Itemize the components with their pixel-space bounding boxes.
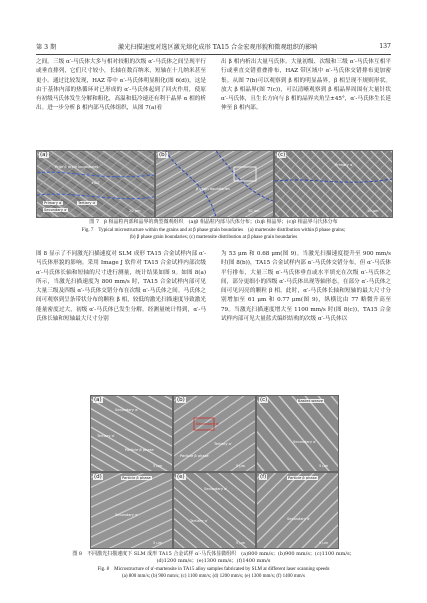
annotation: Secondary α′ [293,440,317,444]
body-text-top-right [221,58,391,114]
micrograph-panel [173,472,256,549]
annotation: Secondary α′ [196,422,220,426]
figure-7-caption-cn: 图 7 β 相晶粒内部和晶界的典型微观组织 (a)β 相晶粒内部马氏体分布；(b)β 相晶界；(c)β 相晶界马氏体分布 [89,219,338,225]
panel-label: (d) [94,474,102,480]
micrograph-image [275,151,392,217]
journal-running-title: 激光扫描速度对选区激光熔化成形 TA15 合金宏观形貌和微观组织的影响 [117,43,318,51]
figure-8-caption-en: Fig. 8 Microstructure of α′-martensite in TA15 alloy samples fabricated by SLM at different laser scanning speeds [97,567,330,572]
micrograph-image [174,473,255,548]
annotation: Tertiary α′ [78,201,96,205]
figure-7-caption-en: Fig. 7 Typical microstructure within the grains and at β phase grain boundaries (a) martensite distribution within β phase grains; [81,228,346,233]
micrograph-panel [90,472,173,549]
scale-bar-label: 5 μm [236,464,246,468]
scale-bar-label: 5 μm [153,541,163,545]
annotation: Particle β phase [288,476,317,480]
micrograph-image [257,396,338,471]
paragraph: 出 β 相内析出大量马氏体。大量初级、次级和三级 α′-马氏体互相平行或垂直交错重叠排布，HAZ 带区域中 α′-马氏体交错排布更加密集。从图 7(b)可以观察到 β 相的明显晶界，β 相呈现不规则形状。放大 β 相晶界(图 7(c))，可以清晰观察到 β 相晶界周围有大量针状 α′-马氏体，且生长方向与 β 相的晶界夹角呈±45°，α′-马氏体生长延伸至 β 相内部。 [221,59,391,112]
scale-bar-label: 5 μm [319,541,329,545]
annotation: Particle β phase [180,454,209,458]
panel-label: (e) [177,474,185,480]
figure-7-caption-en: (b) β phase grain boundaries; (c) martensite distribution at β phase grain boundaries [129,235,298,240]
annotation: Secondary α′ [204,487,228,491]
micrograph-panel [90,395,173,472]
annotation: Secondary α′ [44,208,68,212]
figure-8-caption-en: (a) 800 mm/s; (b) 900 mm/s; (c) 1100 mm/s; (d) 1200 mm/s; (e) 1300 mm/s; (f) 1400 mm/s [122,574,305,579]
annotation: Basket-weave [298,399,324,403]
body-text-top-left [36,58,206,114]
figure-8-caption-cn: (d)1200 mm/s；(e)1300 mm/s；(f)1400 mm/s [156,558,271,564]
paragraph: 之间。三级 α′-马氏体大多与相对较粗的次级 α′-马氏体之间呈现平行或垂直排列，它们尺寸较小，长轴在数百纳米，短轴在十几纳米甚至更小。通过比较发现，HAZ 带中 α′-马氏体明显粗化(图 6(d))，这是由于基体内部的热循环对已形成的 α′-马氏体起到了回火作用，使原有初级马氏体发生分解和粗化，高温和低冷速还有利于晶界 α 相的析出。进一步分析 β 相内部马氏体组织，从图 7(a)看 [36,59,206,112]
panel-label: (b) [159,152,167,158]
micrograph-panel [155,150,274,218]
scale-bar-label: 20 μm [248,209,260,213]
scale-bar-label: 10 μm [367,209,379,213]
paragraph: 图 8 显示了不同激光扫描速度对 SLM 成形 TA15 合金试样内部 α′-马氏体形貌的影响。采用 Image J 软件对 TA15 合金试样内部次级 α′-马氏体长轴和短轴的尺寸进行测量，统计结果如图 9。如图 8(a)所示，当激光扫描速度为 800 mm/s 时，TA15 合金试样内部可见大量三级及四级 α′-马氏体交错分布在次级 α′-马氏体之间。马氏体之间可观察到呈条带状分布的颗粒 β 相，较低的激光扫描速度导致激光能量密度过大，初级 α′-马氏体已发生分解。经测量统计得到，α′-马氏体长轴和短轴最大尺寸分别 [36,251,206,323]
annotation: Secondary α′ [115,408,139,412]
figure-8 [90,395,338,548]
annotation: Tertiary α′ [97,434,115,438]
micrograph-image [174,396,255,471]
page-number: 137 [379,42,391,50]
scale-bar-label: 5 μm [153,464,163,468]
micrograph-image [91,473,172,548]
annotation: Primary α′ [44,201,63,205]
annotation: Particle β phase [125,448,154,452]
annotation: Tertiary α′ [190,519,208,523]
annotation: Secondary α′ [115,513,139,517]
body-text-mid-left [36,250,206,324]
figure-7 [36,150,391,216]
scale-bar-label: 5 μm [236,541,246,545]
running-header [36,40,391,52]
annotation: Secondary α′ [287,517,311,521]
body-text-mid-right [221,250,391,324]
scale-bar-label: 5 μm [319,464,329,468]
annotation: HAZ [92,181,100,185]
micrograph-panel [173,395,256,472]
panel-label: (f) [260,474,267,480]
scale-bar-label: 20 μm [129,209,141,213]
panel-label: (a) [40,152,48,158]
header-rule [36,54,391,55]
micrograph-panel [36,150,155,218]
panel-label: (c) [278,152,286,158]
micrograph-panel [256,472,339,549]
micrograph-image [257,473,338,548]
annotation: Primary α′ [335,163,354,167]
annotation: Tertiary α′ [214,442,232,446]
annotation: β grain boundaries [196,187,230,191]
annotation: Particle β phase [122,476,151,480]
figure-8-caption-cn: 图 8 不同激光扫描速度下 SLM 成形 TA15 合金试样 α′-马氏体显微组织 (a)800 mm/s；(b)900 mm/s；(c)1100 mm/s； [72,551,355,557]
micrograph-image [156,151,273,217]
panel-label: (b) [177,397,185,403]
panel-label: (c) [260,397,268,403]
annotation: Prior β grain boundaries [55,165,99,169]
micrograph-panel [274,150,393,218]
micrograph-panel [256,395,339,472]
paragraph: 为 53 μm 和 0.68 μm(图 9)。当激光扫描速度提升至 900 mm/s 时(图 8(b))，TA15 合金试样内部 α′-马氏体交错分布，但 α′-马氏体平行排布，大量三级 α′-马氏体垂直或水平填充在次级 α′-马氏体之间，部分更细小的四级 α′-马氏体出现等轴形态，在部分 α′-马氏体之间可见闪亮的颗粒 β 相。此时，α′-马氏体长轴和短轴的最大尺寸分别增加至 61 μm 和 0.77 μm(图 9)，纵横比由 77 略微升高至 79。当激光扫描速度增大至 1100 mm/s 时(图 8(c))，TA15 合金试样内部可见大量蓝式编织结构的次级 α′-马氏体以 [221,251,391,323]
panel-label: (a) [94,397,102,403]
issue-number: 第 3 期 [36,43,57,51]
